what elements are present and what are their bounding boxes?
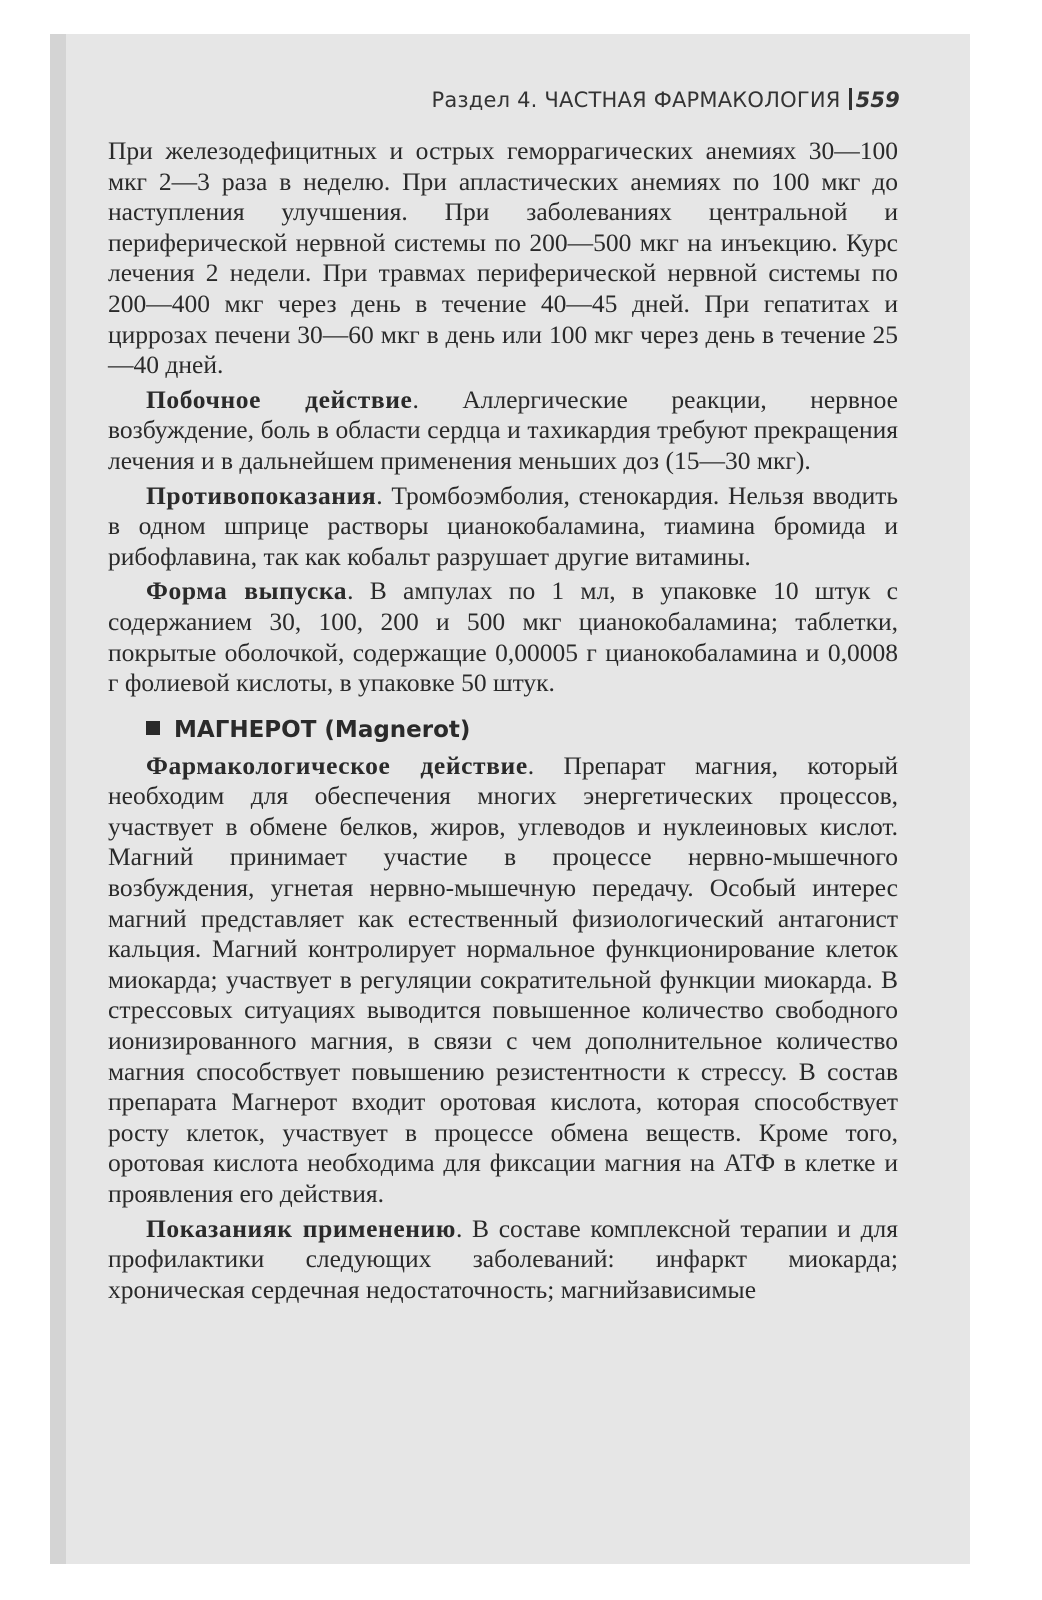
drug-latin-name: (Magnerot) — [324, 716, 471, 743]
side-effects-paragraph — [108, 385, 898, 477]
page-body — [108, 136, 898, 1305]
contraindications-paragraph — [108, 481, 898, 573]
header-separator — [849, 88, 852, 110]
indications-term: Показанияк применению — [146, 1213, 456, 1243]
contraindications-text: . Тромбоэмболия, стенокардия. Нельзя вводить в одном шприце растворы цианокобаламина, тиамина бромида и рибофлавина, так как кобальт разрушает другие витамины. — [108, 480, 898, 571]
indications-text: . В составе комплексной терапии и для профилактики следующих заболеваний: инфаркт миокарда; хроническая сердечная недостаточность; магнийзависимые — [108, 1213, 898, 1304]
release-form-text: . В ампулах по 1 мл, в упаковке 10 штук с содержанием 30, 100, 200 и 500 мкг цианокобаламина; таблетки, покрытые оболочкой, содержащие 0,00005 г цианокобаламина и 0,0008 г фолиевой кислоты, в упаковке 50 штук. — [108, 576, 899, 698]
indications-paragraph — [108, 1214, 898, 1306]
release-form-paragraph — [108, 576, 898, 698]
pharmacological-action-term: Фармакологическое действие — [146, 750, 528, 780]
dosage-paragraph: При железодефицитных и острых геморрагических анемиях 30—100 мкг 2—3 раза в неделю. При апластических анемиях по 100 мкг до наступления улучшения. При заболеваниях центральной и периферической нервной системы по 200—500 мкг на инъекцию. Курс лечения 2 недели. При травмах периферической нервной системы по 200—400 мкг через день в течение 40—45 дней. При гепатитах и циррозах печени 30—60 мкг в день или 100 мкг через день в течение 25—40 дней. — [108, 136, 898, 380]
release-form-term: Форма выпуска — [146, 576, 348, 606]
contraindications-term: Противопоказания — [146, 480, 377, 510]
pharmacological-action-paragraph — [108, 751, 898, 1210]
side-effects-term: Побочное действие — [146, 384, 413, 414]
running-header — [360, 88, 900, 112]
drug-heading — [146, 715, 898, 745]
square-bullet-icon — [146, 721, 160, 735]
section-title: Раздел 4. ЧАСТНАЯ ФАРМАКОЛОГИЯ — [431, 88, 841, 112]
drug-name: МАГНЕРОТ — [174, 716, 317, 743]
page-number: 559 — [855, 88, 900, 112]
side-effects-text: . Аллергические реакции, нервное возбуждение, боль в области сердца и тахикардия требуют прекращения лечения и в дальнейшем применения меньших доз (15—30 мкг). — [108, 384, 899, 475]
pharmacological-action-text: . Препарат магния, который необходим для обеспечения многих энергетических процессов, участвует в обмене белков, жиров, углеводов и нуклеиновых кислот. Магний принимает участие в процессе нервно-мышечного возбуждения, угнетая нервно-мышечную передачу. Особый интерес магний представляет как естественный физиологический антагонист кальция. Магний контролирует нормальное функционирование клеток миокарда; участвует в регуляции сократительной функции миокарда. В стрессовых ситуациях выводится повышенное количество свободного ионизированного магния, в связи с чем дополнительное количество магния способствует повышению резистентности к стрессу. В состав препарата Магнерот входит оротовая кислота, которая способствует росту клеток, участвует в процессе обмена веществ. Кроме того, оротовая кислота необходима для фиксации магния на АТФ в клетке и проявления его действия. — [108, 750, 898, 1208]
page-binding-shadow — [50, 34, 66, 1564]
